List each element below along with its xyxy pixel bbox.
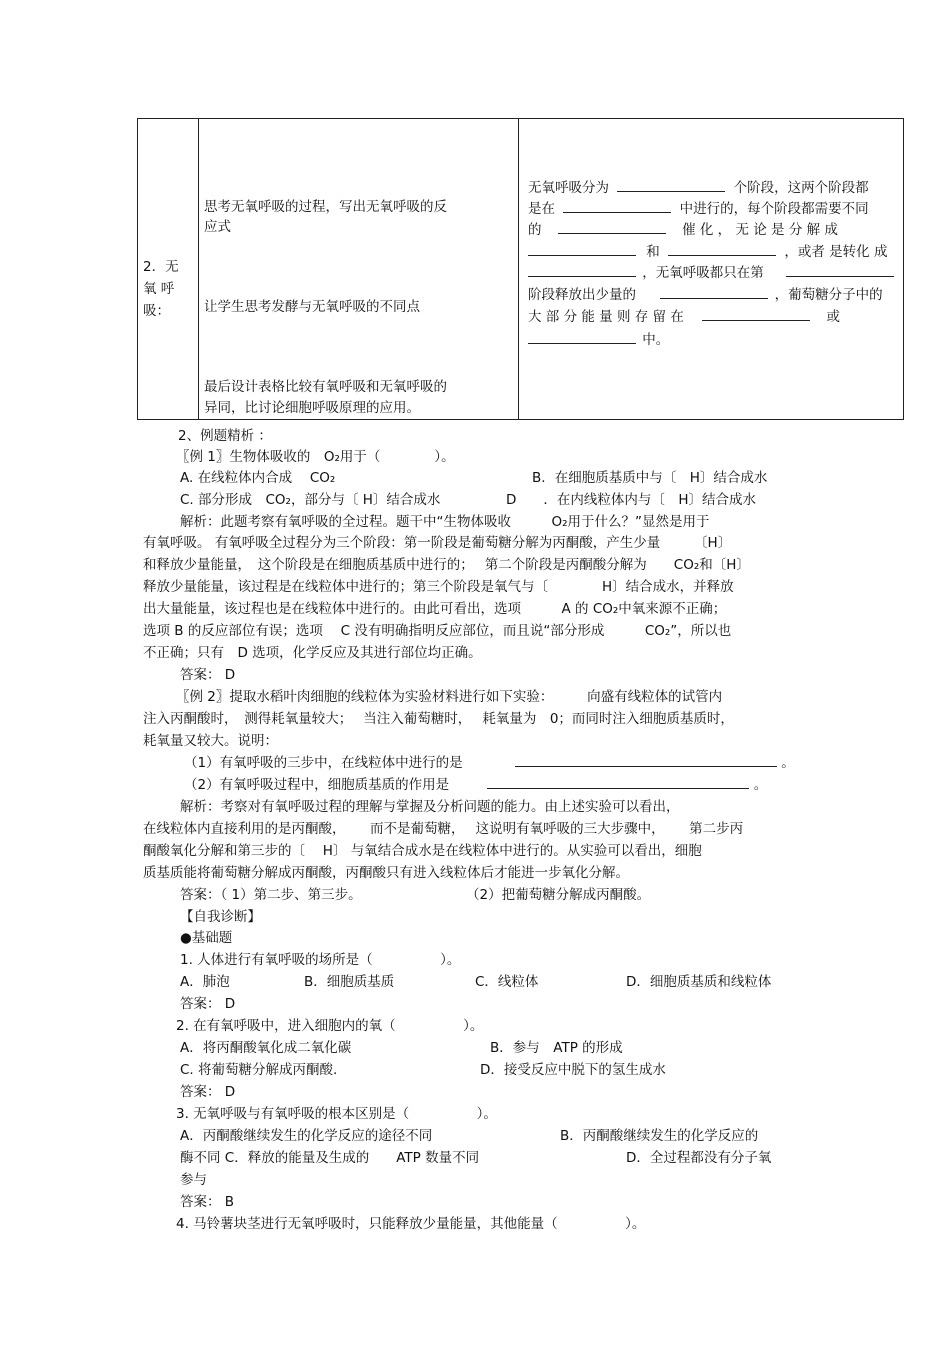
q3-option-d-cont: 参与	[180, 1172, 207, 1188]
answer-line: 答案： D	[180, 996, 236, 1012]
analysis-line: 质基质能将葡萄糖分解成丙酮酸，丙酮酸只有进入线粒体后才能进一步氧化分解。	[143, 865, 629, 881]
basic-heading: ●基础题	[180, 930, 233, 946]
analysis-line: 有氧呼吸。 有氧呼吸全过程分为三个阶段：第一阶段是葡萄糖分解为丙酮酸，产生少量 〔H〕	[143, 535, 732, 551]
q1-option-a: A．肺泡	[180, 974, 230, 990]
fill-line-2: 是在 中进行的，每个阶段都需要不同	[528, 198, 869, 220]
analysis-line: 解析：考察对有氧呼吸过程的理解与掌握及分析问题的能力。由上述实验可以看出，	[180, 799, 680, 815]
question-2: 2. 在有氧呼吸中，进入细胞内的氧（ ）。	[176, 1018, 484, 1034]
q3-option-c: 酶不同 C．释放的能量及生成的 ATP 数量不同	[180, 1150, 480, 1166]
q2-option-d: D．接受反应中脱下的氢生成水	[480, 1062, 666, 1078]
answer-line: 答案： D	[180, 1084, 236, 1100]
table-divider	[518, 119, 519, 419]
fill-line-7: 大 部 分 能 量 则 存 留 在 或	[528, 306, 840, 328]
analysis-line: 和释放少量能量， 这个阶段是在细胞质基质中进行的； 第二个阶段是丙酮酸分解为 CO₂和〔H〕	[143, 557, 750, 573]
analysis-line: 选项 B 的反应部位有误；选项 C 没有明确指明反应部位，而且说“部分形成 CO₂”，所以也	[143, 623, 732, 639]
option-d: D ．在内线粒体内与〔 H〕结合成水	[506, 492, 757, 508]
option-a: A. 在线粒体内合成 CO₂	[180, 470, 336, 486]
q3-option-b: B．丙酮酸继续发生的化学反应的	[560, 1128, 759, 1144]
question-3: 3. 无氧呼吸与有氧呼吸的根本区别是（ ）。	[176, 1106, 497, 1122]
analysis-line: 释放少量能量，该过程是在线粒体中进行的；第三个阶段是氧气与〔 H〕结合成水，并释放	[143, 579, 734, 595]
fill-line-5: ，无氧呼吸都只在第	[528, 262, 894, 284]
answer-blank[interactable]	[786, 262, 894, 277]
table-activity-3: 最后设计表格比较有氧呼吸和无氧呼吸的	[204, 379, 447, 395]
question-1: 1. 人体进行有氧呼吸的场所是（ ）。	[180, 952, 461, 968]
answer-line: 答案： B	[180, 1194, 235, 1210]
answer-line: 答案： D	[180, 667, 236, 683]
analysis-line: 出大量能量，该过程也是在线粒体中进行的。由此可看出，选项 A 的 CO₂中氧来源不正确；	[143, 601, 727, 617]
analysis-line: 在线粒体内直接利用的是丙酮酸， 而不是葡萄糖， 这说明有氧呼吸的三大步骤中， 第二步丙	[143, 821, 744, 837]
option-c: C. 部分形成 CO₂，部分与〔 H〕结合成水	[180, 492, 441, 508]
q1-option-d: D．细胞质基质和线粒体	[626, 974, 772, 990]
fill-line-8: 中。	[528, 329, 669, 351]
q2-option-b: B．参与 ATP 的形成	[490, 1040, 623, 1056]
answer-blank[interactable]	[528, 262, 636, 277]
example-1-question: 〖例 1〗生物体吸收的 O₂用于（ ）。	[176, 449, 455, 465]
table-section-label: 2．无 氧 呼 吸：	[143, 259, 179, 319]
answer-blank[interactable]	[528, 241, 636, 256]
lesson-table	[137, 118, 904, 420]
table-activity-2: 让学生思考发酵与无氧呼吸的不同点	[204, 299, 420, 315]
table-activity-1: 思考无氧呼吸的过程，写出无氧呼吸的反	[204, 199, 447, 215]
analysis-line: 不正确；只有 D 选项，化学反应及其进行部位均正确。	[143, 645, 482, 661]
answer-blank[interactable]	[702, 306, 810, 321]
example-2-question: 〖例 2〗提取水稻叶肉细胞的线粒体为实验材料进行如下实验： 向盛有线粒体的试管内	[176, 689, 723, 705]
analysis-line: 酮酸氧化分解和第三步的〔 H〕 与氧结合成水是在线粒体中进行的。从实验可以看出，细胞	[143, 843, 702, 859]
section-heading: 2、例题精析 ：	[178, 428, 272, 444]
answer-line: （2）把葡萄糖分解成丙酮酸。	[466, 887, 651, 903]
answer-blank[interactable]	[515, 752, 777, 767]
q1-option-c: C．线粒体	[475, 974, 539, 990]
analysis-line: 解析：此题考察有氧呼吸的全过程。题干中“生物体吸收 O₂用于什么？”显然是用于	[180, 514, 710, 530]
answer-blank[interactable]	[528, 329, 636, 344]
q1-option-b: B．细胞质基质	[304, 974, 395, 990]
self-diagnosis-heading: 【自我诊断】	[180, 909, 261, 925]
example-2-sub-1: （1）有氧呼吸的三步中，在线粒体中进行的是 。	[184, 751, 795, 771]
question-4: 4. 马铃薯块茎进行无氧呼吸时，只能释放少量能量，其他能量（ ）。	[176, 1216, 646, 1232]
q2-option-a: A．将丙酮酸氧化成二氧化碳	[180, 1040, 352, 1056]
answer-blank[interactable]	[668, 241, 776, 256]
example-2-line: 耗氧量又较大。说明：	[143, 733, 278, 749]
answer-blank[interactable]	[563, 198, 671, 213]
fill-line-4: 和 ，或者 是转化 成	[528, 241, 887, 263]
q3-option-d: D．全过程都没有分子氧	[626, 1150, 772, 1166]
example-2-sub-2: （2）有氧呼吸过程中，细胞质基质的作用是 。	[184, 773, 767, 793]
table-divider	[198, 119, 199, 419]
answer-blank[interactable]	[487, 774, 749, 789]
table-activity-1b: 应式	[204, 219, 231, 235]
answer-blank[interactable]	[660, 284, 768, 299]
example-2-line: 注入丙酮酸时， 测得耗氧量较大； 当注入葡萄糖时， 耗氧量为 0；而同时注入细胞质基质时，	[143, 711, 734, 727]
option-b: B．在细胞质基质中与〔 H〕结合成水	[532, 470, 768, 486]
fill-line-3: 的 催 化 ， 无 论 是 分 解 成	[528, 219, 838, 241]
answer-blank[interactable]	[617, 177, 725, 192]
q3-option-a: A．丙酮酸继续发生的化学反应的途径不同	[180, 1128, 433, 1144]
fill-line-6: 阶段释放出少量的 ，葡萄糖分子中的	[528, 284, 883, 306]
answer-line: 答案：（ 1）第二步、第三步。	[180, 887, 362, 903]
fill-line-1: 无氧呼吸分为 个阶段，这两个阶段都	[528, 177, 869, 199]
table-activity-3b: 异同，比讨论细胞呼吸原理的应用。	[204, 400, 420, 416]
answer-blank[interactable]	[558, 219, 666, 234]
q2-option-c: C. 将葡萄糖分解成丙酮酸.	[180, 1062, 338, 1078]
